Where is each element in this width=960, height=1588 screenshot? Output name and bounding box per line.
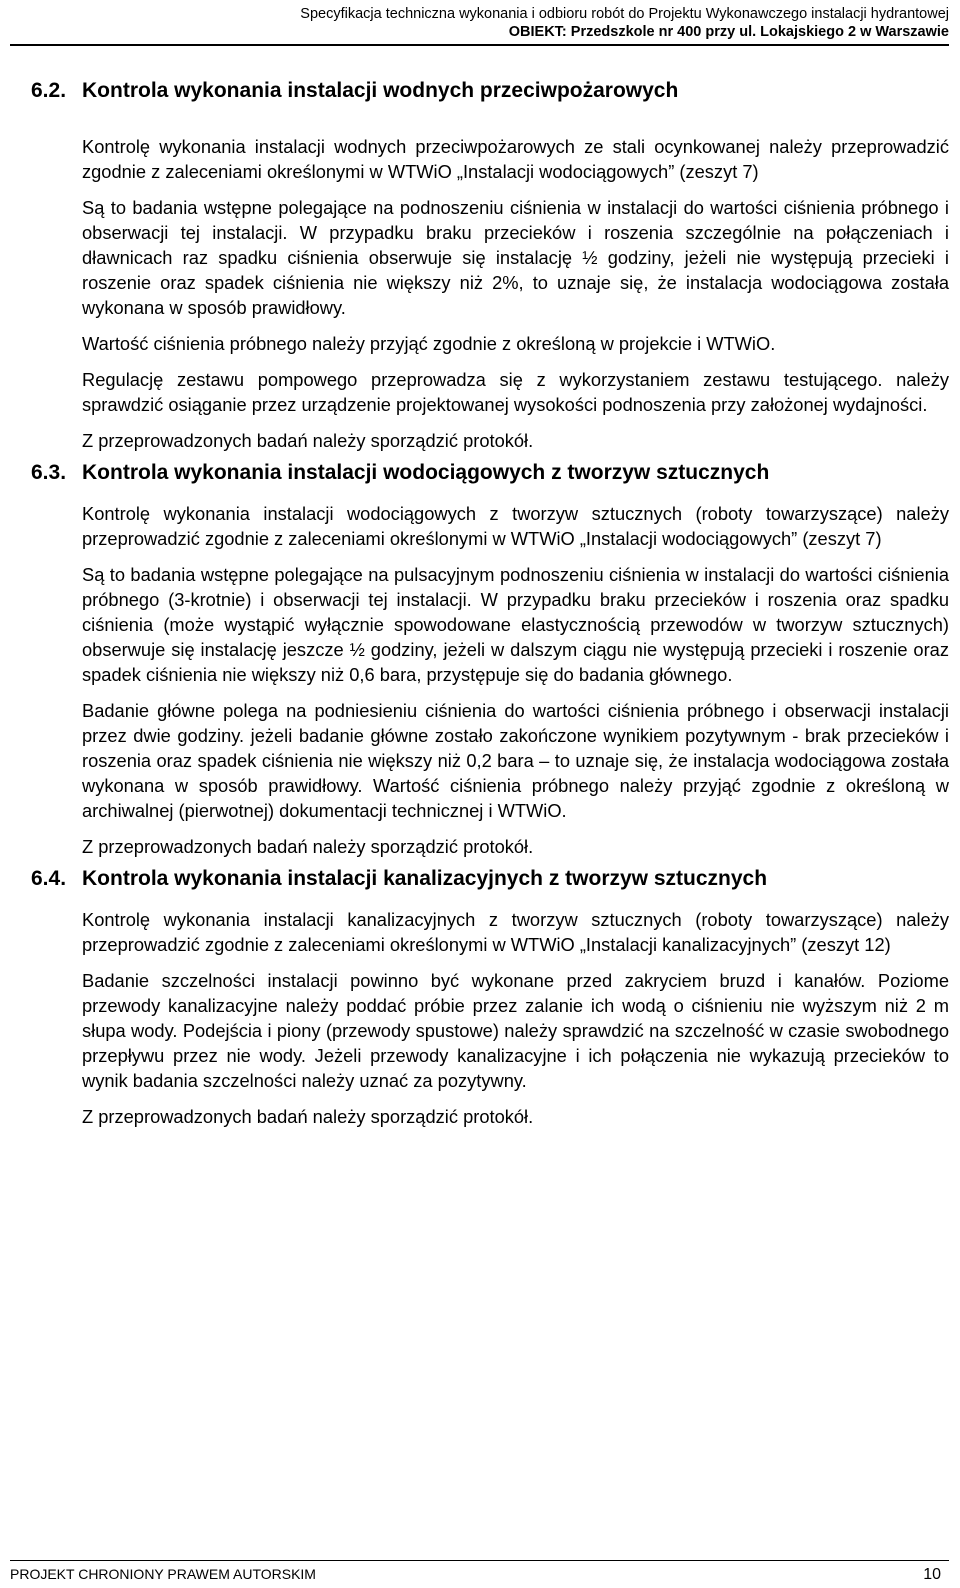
section-title: Kontrola wykonania instalacji kanalizacyjnych z tworzyw sztucznych: [82, 867, 768, 890]
paragraph: Z przeprowadzonych badań należy sporządzić protokół.: [82, 430, 534, 451]
paragraph: Są to badania wstępne polegające na podnoszeniu ciśnienia w instalacji do wartości ciśnienia próbnego i obserwacji tej instalacji. W przypadku braku przecieków i roszenia szczególnie na połączeniach i dławnicach raz spadku ciśnienia obserwuje się instalację ½ godziny, jeżeli nie występują przecieki i roszenie oraz spadek ciśnienia nie większy niż 2%, to uznaje się, że instalacja wodociągowa została wykonana w sposób prawidłowy.: [82, 197, 949, 318]
paragraph: Badanie główne polega na podniesieniu ciśnienia do wartości ciśnienia próbnego i obserwacji instalacji przez dwie godziny. jeżeli badanie główne zostało zakończone wynikiem pozytywnym - brak przecieków i roszenia oraz spadek ciśnienia nie większy niż 0,2 bara – to uznaje się, że instalacja wodociągowa została wykonana w sposób prawidłowy. Wartość ciśnienia próbnego należy przyjąć zgodnie z określoną w archiwalnej (pierwotnej) dokumentacji technicznej i WTWiO.: [82, 700, 949, 821]
header-document-title: Specyfikacja techniczna wykonania i odbioru robót do Projektu Wykonawczego instalacji hydrantowej: [300, 6, 949, 22]
paragraph: Badanie szczelności instalacji powinno być wykonane przed zakryciem bruzd i kanałów. Poziome przewody kanalizacyjne należy poddać próbie przez zalanie ich wodą o ciśnieniu nie wyższym niż 2 m słupa wody. Podejścia i piony (przewody spustowe) należy sprawdzić na szczelność w czasie swobodnego przepływu przez nie wody. Jeżeli przewody kanalizacyjne i ich połączenia nie wykazują przecieków to wynik badania szczelności należy uznać za pozytywny.: [82, 970, 949, 1091]
page-footer: [10, 1560, 949, 1588]
paragraph: Kontrolę wykonania instalacji wodociągowych z tworzyw sztucznych (roboty towarzyszące) należy przeprowadzić zgodnie z zaleceniami określonymi w WTWiO „Instalacji wodociągowych” (zeszyt 7): [82, 503, 949, 549]
paragraph: Są to badania wstępne polegające na pulsacyjnym podnoszeniu ciśnienia w instalacji do wartości ciśnienia próbnego (3-krotnie) i obserwacji tej instalacji. W przypadku braku przecieków i roszenia oraz spadku ciśnienia (może wystąpić wyłącznie spowodowane elastycznością przewodów w tworzyw sztucznych) obserwuje się instalację jeszcze ½ godziny, jeżeli w dalszym ciągu nie występują przecieki i roszenie oraz spadek ciśnienia nie większy niż 0,6 bara, przystępuje się do badania głównego.: [82, 564, 949, 685]
section-number: 6.2.: [31, 79, 67, 102]
header-object-name: OBIEKT: Przedszkole nr 400 przy ul. Lokajskiego 2 w Warszawie: [508, 24, 949, 40]
page-number: 10: [923, 1566, 941, 1583]
section-heading: [31, 864, 949, 894]
paragraph: Z przeprowadzonych badań należy sporządzić protokół.: [82, 836, 534, 857]
document-body: [31, 66, 949, 1129]
paragraph: Regulację zestawu pompowego przeprowadza się z wykorzystaniem zestawu testującego. należy sprawdzić osiąganie przez urządzenie projektowanej wysokości podnoszenia przy założonej wydajności.: [82, 369, 949, 415]
section-heading: [31, 76, 949, 106]
paragraph: Z przeprowadzonych badań należy sporządzić protokół.: [82, 1106, 534, 1127]
section-heading: [31, 458, 949, 488]
section-title: Kontrola wykonania instalacji wodnych przeciwpożarowych: [82, 79, 679, 102]
copyright-notice: PROJEKT CHRONIONY PRAWEM AUTORSKIM: [10, 1566, 316, 1582]
section-number: 6.3.: [31, 461, 67, 484]
paragraph: Kontrolę wykonania instalacji kanalizacyjnych z tworzyw sztucznych (roboty towarzyszące) należy przeprowadzić zgodnie z zaleceniami określonymi w WTWiO „Instalacji kanalizacyjnych” (zeszyt 12): [82, 909, 949, 955]
paragraph: Kontrolę wykonania instalacji wodnych przeciwpożarowych ze stali ocynkowanej należy przeprowadzić zgodnie z zaleceniami określonymi w WTWiO „Instalacji wodociągowych” (zeszyt 7): [82, 136, 949, 182]
page-header: [10, 3, 949, 46]
section-title: Kontrola wykonania instalacji wodociągowych z tworzyw sztucznych: [82, 461, 770, 484]
paragraph: Wartość ciśnienia próbnego należy przyjąć zgodnie z określoną w projekcie i WTWiO.: [82, 333, 776, 354]
section-number: 6.4.: [31, 867, 67, 890]
